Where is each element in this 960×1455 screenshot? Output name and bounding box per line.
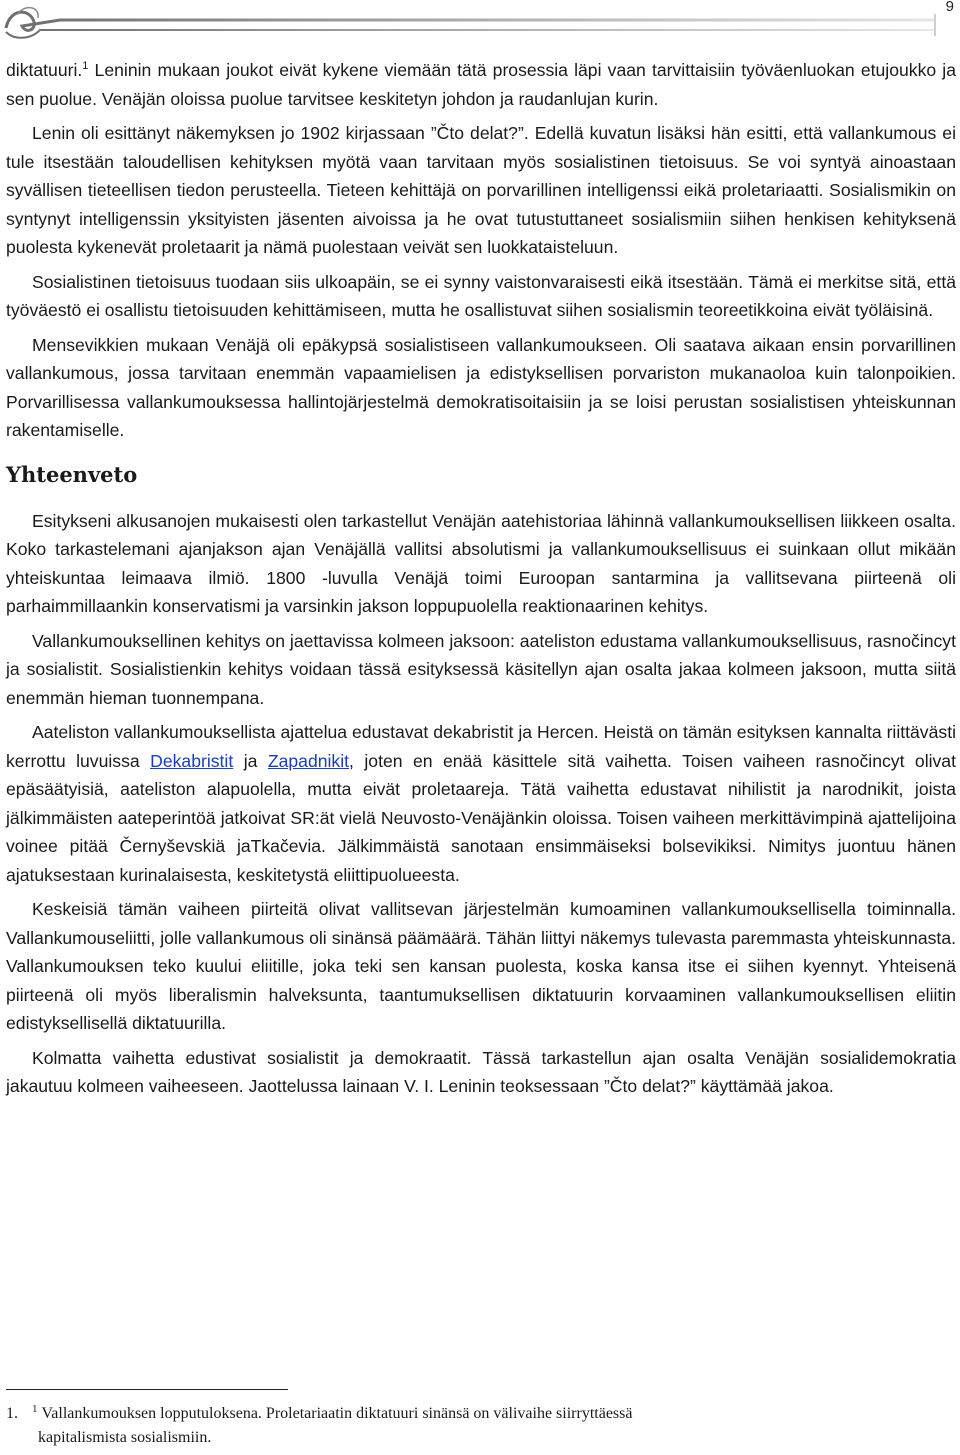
paragraph: Lenin oli esittänyt näkemyksen jo 1902 kirjassaan ”Čto delat?”. Edellä kuvatun lisäksi hän esitti, että vallankumous ei tule itsestään taloudellisen kehityksen myötä vaan tarvitaan myös sosialistinen tietoisuus. Se voi syntyä ainoastaan syvällisen tieteellisen tiedon perusteella. Tieteen kehittäjä on porvarillinen intelligenssi eikä proletariaatti. Sosialismikin on syntynyt intelligenssin yksityisten jäsenten aivoissa ja he ovat tutustuttaneet sosialismiin siihen henkisen kehityksenä puolesta kykenevät proletaarit ja nämä puolestaan veivät sen luokkataisteluun. xyxy=(6,123,956,257)
document-body xyxy=(6,56,956,1107)
footnote-text-continued: kapitalismista sosialismiin. xyxy=(38,1429,212,1446)
paragraph: Keskeisiä tämän vaiheen piirteitä olivat vallitsevan järjestelmän kumoaminen vallankumouksellisella toiminnalla. Vallankumouseliitti, jolle vallankumous oli sinänsä päämäärä. Tähän liittyi näkemys tulevasta paremmasta yhteiskunnasta. Vallankumouksen teko kuului eliitille, joka teki sen kansan puolesta, koska kansa itse ei siihen kyennyt. Yhteisenä piirteenä oli myös liberalismin halveksunta, taantumuksellisen diktatuurin korvaaminen vallankumouksellisen eliitin edistyksellisellä diktatuurilla. xyxy=(6,899,956,1033)
footnote-reference[interactable]: 1 xyxy=(82,60,89,73)
paragraph-text: Aateliston vallankumouksellista ajattelua edustavat dekabristit ja Hercen. Heistä on tämän esityksen kannalta riittävästi kerrottu luvuissa xyxy=(6,722,956,771)
footnote-line xyxy=(6,1402,956,1426)
paragraph-text: ja xyxy=(233,750,268,771)
paragraph-text: , joten en enää käsittele sitä vaihetta. Toisen vaiheen rasnočincyt olivat epäsäätyisiä, aateliston alapuolella, mutta eivät proletaareja. Tätä vaihetta edustavat nihilistit ja narodnikit, joista jälkimmäisten aateperintöä jatkoivat SR:ät vielä Neuvosto-Venäjänkin oloissa. Toisen vaiheen merkittävimpinä ajattelijoina voinee pitää Černyševskiä jaTkačevia. Jälkimmäistä sanotaan ensimmäiseksi bolsevikiksi. Nimitys juontuu hänen ajatuksestaan kurinalaisesta, keskitetystä eliittipuolueesta. xyxy=(6,750,956,885)
paragraph: Esitykseni alkusanojen mukaisesti olen tarkastellut Venäjän aatehistoriaa lähinnä vallankumouksellisen liikkeen osalta. Koko tarkastelemani ajanjakson ajan Venäjällä vallitsi absolutismi ja vallankumouksellisuus ei suinkaan ollut mikään yhteiskuntaa leimaava ilmiö. 1800 -luvulla Venäjä toimi Euroopan santarmina ja vallitsevana piirteenä oli parhaimmillaankin konservatismi ja varsinkin jakson loppupuolella reaktionaarinen kehitys. xyxy=(6,510,956,616)
paragraph: Mensevikkien mukaan Venäjä oli epäkypsä sosialistiseen vallankumoukseen. Oli saatava aikaan ensin porvarillinen vallankumous, jossa tarvitaan enemmän vapaamielisen ja edistyksellisen porvariston mukanaoloa kuin talonpoikien. Porvarillisessa vallankumouksessa hallintojärjestelmä demokratisoitaisiin ja se loisi perustan sosialistisen yhteiskunnan rakentamiselle. xyxy=(6,334,956,440)
paragraph: Sosialistinen tietoisuus tuodaan siis ulkoapäin, se ei synny vaistonvaraisesti eikä itsestään. Tämä ei merkitse sitä, että työväestö ei osallistu tietoisuuden kehittämiseen, mutta he osallistuvat siihen sosialismin teoreetikkoina eivät työläisinä. xyxy=(6,271,956,320)
header-ornament xyxy=(0,0,960,46)
footnote xyxy=(6,1402,956,1450)
paragraph-text: Leninin mukaan joukot eivät kykene viemään tätä prosessia läpi vaan tarvittaisiin työväenluokan etujoukko ja sen puolue. Venäjän oloissa puolue tarvitsee keskitetyn johdon ja raudanlujan kurin. xyxy=(6,60,956,109)
paragraph-text: diktatuuri. xyxy=(6,60,83,80)
footnote-text: Vallankumouksen lopputuloksena. Proletariaatin diktatuuri sinänsä on välivaihe siirryttäessä xyxy=(41,1405,633,1422)
section-heading: Yhteenveto xyxy=(6,461,138,487)
footnote-divider xyxy=(6,1389,288,1390)
footnote-number: 1. xyxy=(6,1405,18,1422)
page-number: 9 xyxy=(945,0,954,15)
link-dekabristit[interactable]: Dekabristit xyxy=(150,750,234,771)
paragraph xyxy=(6,56,956,113)
link-zapadnikit[interactable]: Zapadnikit xyxy=(267,750,350,771)
footnote-marker: 1 xyxy=(32,1402,38,1415)
paragraph: Kolmatta vaihetta edustivat sosialistit ja demokraatit. Tässä tarkastellun ajan osalta Venäjän sosialidemokratia jakautuu kolmeen vaiheeseen. Jaottelussa lainaan V. I. Leninin teoksessaan ”Čto delat?” käyttämää jakoa. xyxy=(6,1047,956,1096)
paragraph xyxy=(6,718,956,889)
paragraph: Vallankumouksellinen kehitys on jaettavissa kolmeen jaksoon: aateliston edustama vallankumouksellisuus, rasnočincyt ja sosialistit. Sosialistienkin kehitys voidaan tässä esityksessä käsitellyn ajan osalta jakaa kolmeen jaksoon, mutta siitä enemmän hieman tuonnempana. xyxy=(6,630,956,708)
